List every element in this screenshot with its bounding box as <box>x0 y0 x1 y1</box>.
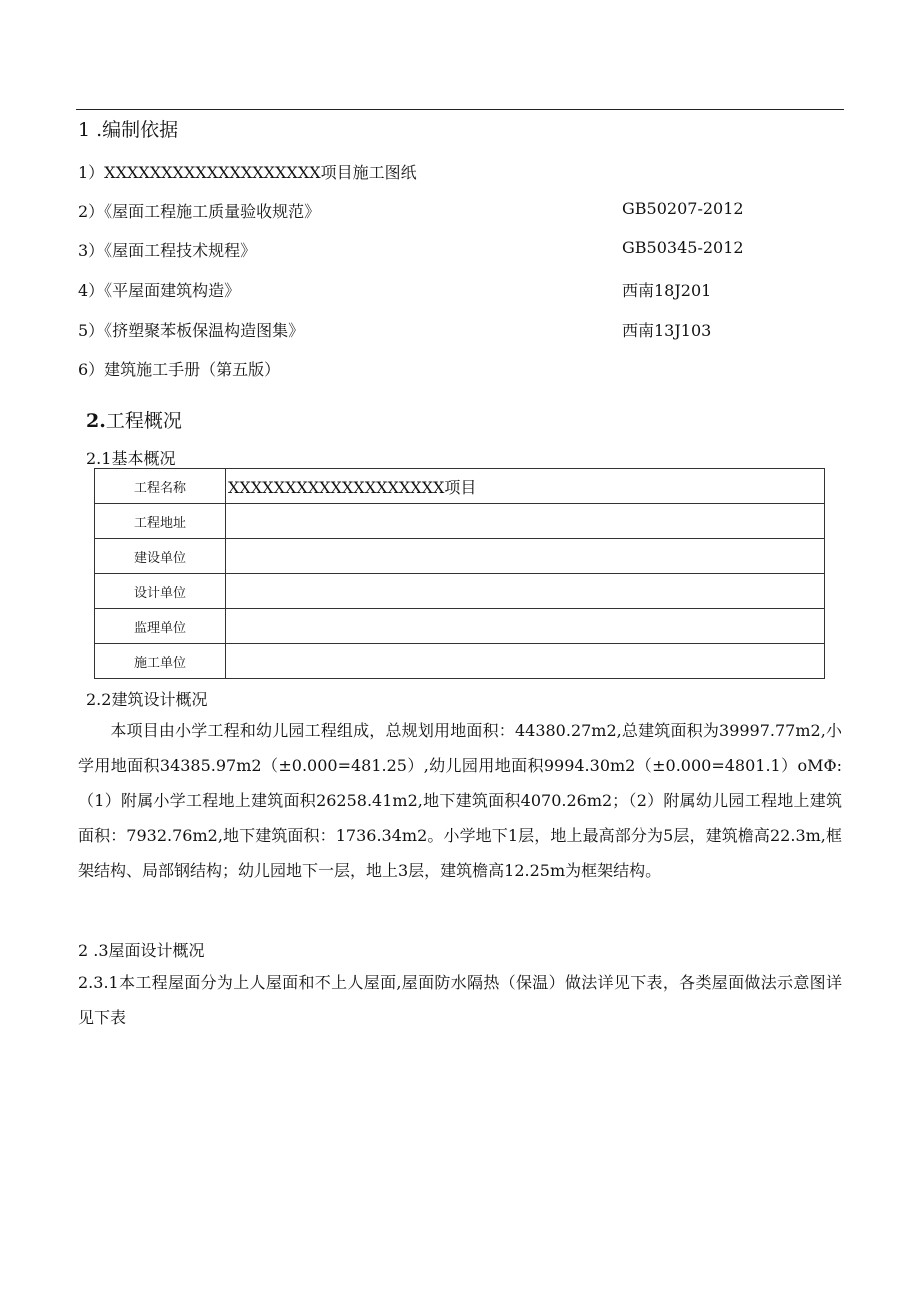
subsection-2-3-title: 2 .3屋面设计概况 <box>78 941 205 960</box>
table-row <box>95 539 825 574</box>
ref-item-5-title: 5）《挤塑聚苯板保温构造图集》 <box>78 321 305 340</box>
section2-title-number: 2. <box>86 410 106 432</box>
ref-item-4 <box>78 278 838 301</box>
section1-title: 1 .编制依据 <box>78 119 179 141</box>
header-rule <box>76 109 844 110</box>
ref-item-4-code: 西南18J201 <box>622 281 712 300</box>
ref-item-3-title: 3）《屋面工程技术规程》 <box>78 241 257 260</box>
table-value <box>226 539 825 574</box>
table-label: 工程地址 <box>95 504 226 539</box>
ref-item-5-code: 西南13J103 <box>622 321 712 340</box>
table-label: 工程名称 <box>95 469 226 504</box>
section2-title <box>86 406 182 433</box>
paragraph-text: 本项目由小学工程和幼儿园工程组成，总规划用地面积：44380.27m2,总建筑面积为39997.77m2,小学用地面积34385.97m2（±0.000=481.25）,幼儿园用地面积9994.30m2（±0.000=4801.1）oMΦ:（1）附属小学工程地上建筑面积26258.41m2,地下建筑面积4070.26m2；（2）附属幼儿园工程地上建筑面积：7932.76m2,地下建筑面积：1736.34m2。小学地下1层，地上最高部分为5层，建筑檐高22.3m,框架结构、局部钢结构；幼儿园地下一层，地上3层，建筑檐高12.25m为框架结构。 <box>78 721 842 880</box>
table-value: XXXXXXXXXXXXXXXXXXX项目 <box>226 469 825 504</box>
table-label: 设计单位 <box>95 574 226 609</box>
ref-item-2-title: 2）《屋面工程施工质量验收规范》 <box>78 202 321 221</box>
ref-item-2-code: GB50207-2012 <box>622 199 744 218</box>
table-label: 建设单位 <box>95 539 226 574</box>
table-row <box>95 609 825 644</box>
table-row <box>95 644 825 679</box>
building-design-paragraph <box>78 713 842 888</box>
table-value <box>226 574 825 609</box>
ref-item-6: 6）建筑施工手册（第五版） <box>78 360 281 379</box>
table-row <box>95 504 825 539</box>
ref-item-4-title: 4）《平屋面建筑构造》 <box>78 281 241 300</box>
ref-item-5 <box>78 318 838 341</box>
paragraph-text: 2.3.1本工程屋面分为上人屋面和不上人屋面,屋面防水隔热（保温）做法详见下表，各类屋面做法示意图详见下表 <box>78 973 842 1027</box>
roof-design-paragraph <box>78 965 842 1035</box>
ref-item-3 <box>78 238 838 261</box>
table-label: 监理单位 <box>95 609 226 644</box>
basic-info-table <box>94 468 825 679</box>
table-row <box>95 574 825 609</box>
table-value <box>226 609 825 644</box>
table-value <box>226 644 825 679</box>
subsection-2-2-title: 2.2建筑设计概况 <box>86 690 208 709</box>
table-label: 施工单位 <box>95 644 226 679</box>
ref-item-2 <box>78 199 838 222</box>
section2-title-text: 工程概况 <box>105 410 182 432</box>
subsection-2-1-title: 2.1基本概况 <box>86 449 176 468</box>
ref-item-1: 1）XXXXXXXXXXXXXXXXXXX项目施工图纸 <box>78 163 417 182</box>
ref-item-3-code: GB50345-2012 <box>622 238 744 257</box>
table-value <box>226 504 825 539</box>
table-row <box>95 469 825 504</box>
